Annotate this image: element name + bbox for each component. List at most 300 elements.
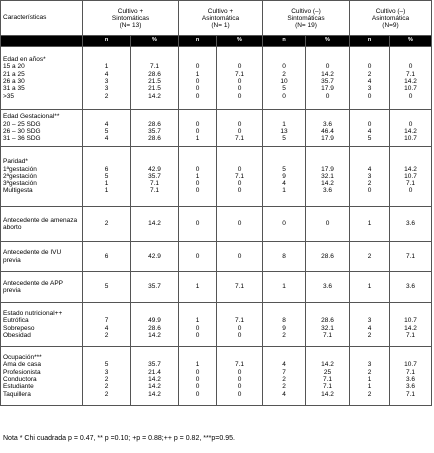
percent-cell xyxy=(131,47,179,110)
value: 3.6 xyxy=(405,220,416,228)
value: 21.4 xyxy=(148,368,161,376)
count-cell xyxy=(263,110,306,147)
value: 25 xyxy=(323,368,332,376)
title-spacer xyxy=(265,56,303,63)
value: 1 xyxy=(104,180,109,188)
value: 10.7 xyxy=(404,135,417,143)
subheader-n: n xyxy=(83,36,131,47)
count-cell xyxy=(263,47,306,110)
value: 0 xyxy=(237,376,242,383)
value: 21.5 xyxy=(148,85,161,93)
value: 0 xyxy=(237,390,242,398)
value: 0 xyxy=(195,383,200,391)
table-header-row xyxy=(1,1,432,36)
title-spacer xyxy=(219,310,260,317)
value: 46.4 xyxy=(321,128,334,135)
title-spacer xyxy=(133,158,176,165)
value: 7.1 xyxy=(322,331,333,339)
value: 0 xyxy=(325,63,330,71)
value: 3.6 xyxy=(322,187,333,195)
value: 7 xyxy=(282,368,286,376)
value: 5 xyxy=(282,165,286,173)
value: 2 xyxy=(104,390,109,398)
value: 0 xyxy=(367,92,372,100)
percent-cell xyxy=(390,347,432,406)
group-header-line: (N=9) xyxy=(382,21,399,29)
value: 0 xyxy=(237,92,242,100)
characteristic-cell xyxy=(1,147,83,207)
value: 3 xyxy=(367,361,372,369)
value: 2 xyxy=(104,220,109,228)
value: 10.7 xyxy=(404,317,417,325)
value: 35.7 xyxy=(148,361,161,369)
value: 14.2 xyxy=(321,70,334,78)
value: 2 xyxy=(104,376,109,383)
value: 0 xyxy=(237,324,242,332)
subheader-percent: % xyxy=(131,36,179,47)
value: 7.1 xyxy=(234,361,245,369)
count-cell xyxy=(179,110,217,147)
title-spacer xyxy=(181,310,214,317)
table-body xyxy=(1,47,432,406)
title-spacer xyxy=(392,56,429,63)
count-cell xyxy=(83,242,131,272)
percent-cell xyxy=(131,347,179,406)
section-title: Edad en años* xyxy=(3,56,46,64)
group-header-line: Asintomática xyxy=(371,14,410,22)
value: 1 xyxy=(195,70,200,78)
value: 2 xyxy=(104,331,109,339)
percent-cell xyxy=(217,347,263,406)
value: 0 xyxy=(195,220,200,228)
title-spacer xyxy=(133,354,176,361)
count-cell xyxy=(179,147,217,207)
category-label: Ama de casa xyxy=(3,361,41,369)
value: 35.7 xyxy=(321,78,334,85)
value: 1 xyxy=(104,63,109,71)
title-spacer xyxy=(392,354,429,361)
count-cell xyxy=(179,347,217,406)
subheader-row xyxy=(1,36,432,47)
value: 1 xyxy=(195,135,200,143)
subheader-percent: % xyxy=(217,36,263,47)
percent-cell xyxy=(131,147,179,207)
category-label: Sobrepeso xyxy=(3,324,35,332)
value: 2 xyxy=(282,376,286,383)
value: 0 xyxy=(195,128,200,135)
value: 10.7 xyxy=(404,85,417,93)
value: 14.2 xyxy=(321,361,334,369)
value: 2 xyxy=(282,331,286,339)
percent-cell xyxy=(131,242,179,272)
count-cell xyxy=(350,147,390,207)
value: 0 xyxy=(195,331,200,339)
group-header-line: (N= 13) xyxy=(119,21,142,29)
value: 4 xyxy=(367,78,372,85)
value: 0 xyxy=(408,120,413,128)
value: 4 xyxy=(104,324,109,332)
value: 35.7 xyxy=(148,283,161,291)
percent-cell xyxy=(306,147,350,207)
category-label: Obesidad xyxy=(3,331,31,339)
category-label: Taquillera xyxy=(3,390,31,398)
value: 0 xyxy=(408,187,413,195)
value: 14.2 xyxy=(148,331,161,339)
value: 17.9 xyxy=(321,165,334,173)
value: 7.1 xyxy=(322,383,333,391)
percent-cell xyxy=(131,272,179,303)
category-label: 2ªgestación xyxy=(3,172,37,180)
value: 28.6 xyxy=(148,324,161,332)
section-title: Ocupación*** xyxy=(3,354,42,362)
value: 35.7 xyxy=(148,128,161,135)
percent-cell xyxy=(217,272,263,303)
value: 2 xyxy=(367,252,372,260)
percent-cell xyxy=(306,207,350,242)
count-cell xyxy=(83,347,131,406)
title-spacer xyxy=(181,56,214,63)
value: 0 xyxy=(237,78,242,85)
value: 5 xyxy=(104,172,109,180)
category-label: 26 – 30 SDG xyxy=(3,128,41,135)
percent-cell xyxy=(390,147,432,207)
group-header-line: Cultivo (–) xyxy=(375,7,406,15)
value: 7.1 xyxy=(405,180,416,188)
value: 2 xyxy=(367,331,372,339)
count-cell xyxy=(179,242,217,272)
subheader-n: n xyxy=(350,36,390,47)
title-spacer xyxy=(352,56,387,63)
value: 8 xyxy=(282,252,286,260)
value: 2 xyxy=(104,92,109,100)
section-title: Edad Gestacional** xyxy=(3,113,60,121)
value: 2 xyxy=(282,383,286,391)
title-spacer xyxy=(265,158,303,165)
title-spacer xyxy=(265,354,303,361)
value: 0 xyxy=(367,120,372,128)
title-spacer xyxy=(308,310,347,317)
count-cell xyxy=(83,207,131,242)
value: 1 xyxy=(367,376,372,383)
category-label: Estudiante xyxy=(3,383,34,391)
value: 0 xyxy=(195,85,200,93)
count-cell xyxy=(350,207,390,242)
group-header-line: Sintomáticas xyxy=(287,14,325,22)
category-label: 26 a 30 xyxy=(3,78,25,85)
count-cell xyxy=(263,303,306,347)
value: 6 xyxy=(104,165,109,173)
title-spacer xyxy=(352,354,387,361)
value: 2 xyxy=(282,70,286,78)
value: 4 xyxy=(367,324,372,332)
group-header-line: (N= 19) xyxy=(295,21,317,29)
group-header-line: Cultivo + xyxy=(207,7,234,15)
category-label: 1ªgestación xyxy=(3,165,37,173)
value: 7.1 xyxy=(149,187,160,195)
count-cell xyxy=(350,347,390,406)
count-cell xyxy=(83,303,131,347)
value: 3 xyxy=(367,172,372,180)
title-spacer xyxy=(181,113,214,120)
count-cell xyxy=(179,272,217,303)
value: 7.1 xyxy=(405,331,416,339)
percent-cell xyxy=(390,110,432,147)
value: 0 xyxy=(195,165,200,173)
value: 0 xyxy=(195,376,200,383)
value: 14.2 xyxy=(404,78,417,85)
category-label: Multigesta xyxy=(3,187,33,195)
value: 0 xyxy=(237,187,242,195)
percent-cell xyxy=(217,207,263,242)
value: 2 xyxy=(104,383,109,391)
value: 0 xyxy=(195,120,200,128)
caption-header: Características xyxy=(1,1,83,36)
characteristic-cell xyxy=(1,47,83,110)
value: 0 xyxy=(282,92,286,100)
group-header-cultivo-neg-sint xyxy=(263,1,350,36)
count-cell xyxy=(350,272,390,303)
percent-cell xyxy=(306,242,350,272)
value: 0 xyxy=(195,324,200,332)
value: 4 xyxy=(367,128,372,135)
value: 0 xyxy=(195,180,200,188)
count-cell xyxy=(179,47,217,110)
value: 21.5 xyxy=(148,78,161,85)
value: 32.1 xyxy=(321,172,334,180)
value: 3 xyxy=(367,317,372,325)
value: 2 xyxy=(367,390,372,398)
value: 1 xyxy=(195,283,200,291)
table-footnote: Nota * Chi cuadrada p = 0.47, ** p =0.10; +p = 0.88;++ p = 0.82, ***p=0.95. xyxy=(3,435,235,442)
percent-cell xyxy=(306,303,350,347)
count-cell xyxy=(350,303,390,347)
table-row xyxy=(1,347,432,406)
percent-cell xyxy=(217,110,263,147)
value: 4 xyxy=(367,165,372,173)
value: 4 xyxy=(104,135,109,143)
value: 8 xyxy=(282,317,286,325)
value: 5 xyxy=(104,361,109,369)
value: 5 xyxy=(367,135,372,143)
value: 0 xyxy=(195,368,200,376)
value: 28.6 xyxy=(148,135,161,143)
subheader-n: n xyxy=(263,36,306,47)
value: 14.2 xyxy=(148,92,161,100)
title-spacer xyxy=(352,113,387,120)
value: 1 xyxy=(282,187,286,195)
count-cell xyxy=(83,47,131,110)
value: 0 xyxy=(237,63,242,71)
percent-cell xyxy=(390,303,432,347)
category-label: Eutrófica xyxy=(3,317,29,325)
table-row xyxy=(1,110,432,147)
count-cell xyxy=(263,207,306,242)
section-title: Estado nutricional++ xyxy=(3,309,63,317)
subheader-n: n xyxy=(179,36,217,47)
title-spacer xyxy=(308,113,347,120)
group-header-line: Asintomática xyxy=(201,14,240,22)
title-spacer xyxy=(265,310,303,317)
value: 28.6 xyxy=(321,317,334,325)
title-spacer xyxy=(308,158,347,165)
value: 0 xyxy=(237,128,242,135)
subheader-blank xyxy=(1,36,83,47)
title-spacer xyxy=(265,113,303,120)
percent-cell xyxy=(306,272,350,303)
value: 10.7 xyxy=(404,172,417,180)
value: 3.6 xyxy=(405,376,416,383)
category-label: 15 a 20 xyxy=(3,63,25,71)
value: 7.1 xyxy=(234,135,245,143)
title-spacer xyxy=(133,113,176,120)
value: 0 xyxy=(282,220,286,228)
value: 3 xyxy=(104,368,109,376)
value: 42.9 xyxy=(148,252,161,260)
title-spacer xyxy=(219,56,260,63)
value: 14.2 xyxy=(321,390,334,398)
value: 9 xyxy=(282,324,286,332)
value: 4 xyxy=(104,120,109,128)
value: 3.6 xyxy=(405,383,416,391)
value: 1 xyxy=(195,317,200,325)
value: 0 xyxy=(367,63,372,71)
value: 17.9 xyxy=(321,85,334,93)
value: 0 xyxy=(195,187,200,195)
title-spacer xyxy=(219,354,260,361)
count-cell xyxy=(350,110,390,147)
table-row xyxy=(1,242,432,272)
value: 0 xyxy=(408,92,413,100)
percent-cell xyxy=(306,47,350,110)
characteristic-cell xyxy=(1,347,83,406)
title-spacer xyxy=(352,310,387,317)
value: 7 xyxy=(104,317,109,325)
category-label: Conductora xyxy=(3,376,37,383)
percent-cell xyxy=(390,47,432,110)
value: 0 xyxy=(237,252,242,260)
title-spacer xyxy=(392,310,429,317)
value: 7.1 xyxy=(405,70,416,78)
value: 5 xyxy=(104,128,109,135)
value: 3.6 xyxy=(405,283,416,291)
group-header-line: Cultivo + xyxy=(117,7,144,15)
count-cell xyxy=(263,272,306,303)
value: 28.6 xyxy=(148,120,161,128)
title-spacer xyxy=(352,158,387,165)
section-title: Paridad* xyxy=(3,158,28,166)
percent-cell xyxy=(390,242,432,272)
characteristic-cell xyxy=(1,303,83,347)
value: 1 xyxy=(195,172,200,180)
category-label: 3ªgestación xyxy=(3,180,37,188)
value: 5 xyxy=(282,85,286,93)
section-title: Antecedente de APP previa xyxy=(3,279,63,294)
table-row xyxy=(1,303,432,347)
value: 7.1 xyxy=(234,70,245,78)
value: 5 xyxy=(282,135,286,143)
value: 0 xyxy=(195,252,200,260)
value: 13 xyxy=(280,128,288,135)
value: 5 xyxy=(104,283,109,291)
value: 14.2 xyxy=(321,180,334,188)
value: 2 xyxy=(367,70,372,78)
value: 0 xyxy=(195,92,200,100)
title-spacer xyxy=(85,354,128,361)
title-spacer xyxy=(181,354,214,361)
value: 10.7 xyxy=(404,361,417,369)
subheader-percent: % xyxy=(306,36,350,47)
group-header-cultivo-pos-sint xyxy=(83,1,179,36)
value: 4 xyxy=(104,70,109,78)
title-spacer xyxy=(392,158,429,165)
value: 14.2 xyxy=(148,220,161,228)
value: 0 xyxy=(237,368,242,376)
title-spacer xyxy=(219,113,260,120)
title-spacer xyxy=(181,158,214,165)
percent-cell xyxy=(217,47,263,110)
value: 1 xyxy=(282,120,286,128)
count-cell xyxy=(83,147,131,207)
table-row xyxy=(1,147,432,207)
value: 1 xyxy=(367,383,372,391)
title-spacer xyxy=(219,158,260,165)
value: 0 xyxy=(325,220,330,228)
characteristic-cell xyxy=(1,110,83,147)
count-cell xyxy=(179,207,217,242)
count-cell xyxy=(263,242,306,272)
percent-cell xyxy=(217,303,263,347)
value: 7.1 xyxy=(405,252,416,260)
title-spacer xyxy=(85,158,128,165)
category-label: >35 xyxy=(3,92,15,100)
value: 4 xyxy=(282,361,286,369)
value: 14.2 xyxy=(148,383,161,391)
value: 17.9 xyxy=(321,135,334,143)
category-label: 21 a 25 xyxy=(3,70,25,78)
table-row xyxy=(1,272,432,303)
value: 2 xyxy=(367,180,372,188)
count-cell xyxy=(83,272,131,303)
value: 0 xyxy=(237,120,242,128)
percent-cell xyxy=(131,303,179,347)
value: 32.1 xyxy=(321,324,334,332)
title-spacer xyxy=(85,310,128,317)
value: 1 xyxy=(367,220,372,228)
group-header-line: Sintomáticas xyxy=(111,14,150,22)
count-cell xyxy=(263,347,306,406)
value: 6 xyxy=(104,252,109,260)
value: 1 xyxy=(104,187,109,195)
value: 9 xyxy=(282,172,286,180)
value: 4 xyxy=(282,180,286,188)
value: 10 xyxy=(280,78,288,85)
value: 0 xyxy=(237,165,242,173)
characteristic-cell xyxy=(1,272,83,303)
value: 14.2 xyxy=(404,165,417,173)
category-label: 20 – 25 SDG xyxy=(3,120,41,128)
title-spacer xyxy=(85,56,128,63)
value: 3 xyxy=(367,85,372,93)
value: 0 xyxy=(237,331,242,339)
value: 0 xyxy=(325,92,330,100)
percent-cell xyxy=(390,272,432,303)
value: 7.1 xyxy=(149,180,160,188)
characteristic-cell xyxy=(1,207,83,242)
category-label: 31 – 36 SDG xyxy=(3,135,41,143)
value: 0 xyxy=(195,390,200,398)
percent-cell xyxy=(131,110,179,147)
value: 1 xyxy=(367,283,372,291)
